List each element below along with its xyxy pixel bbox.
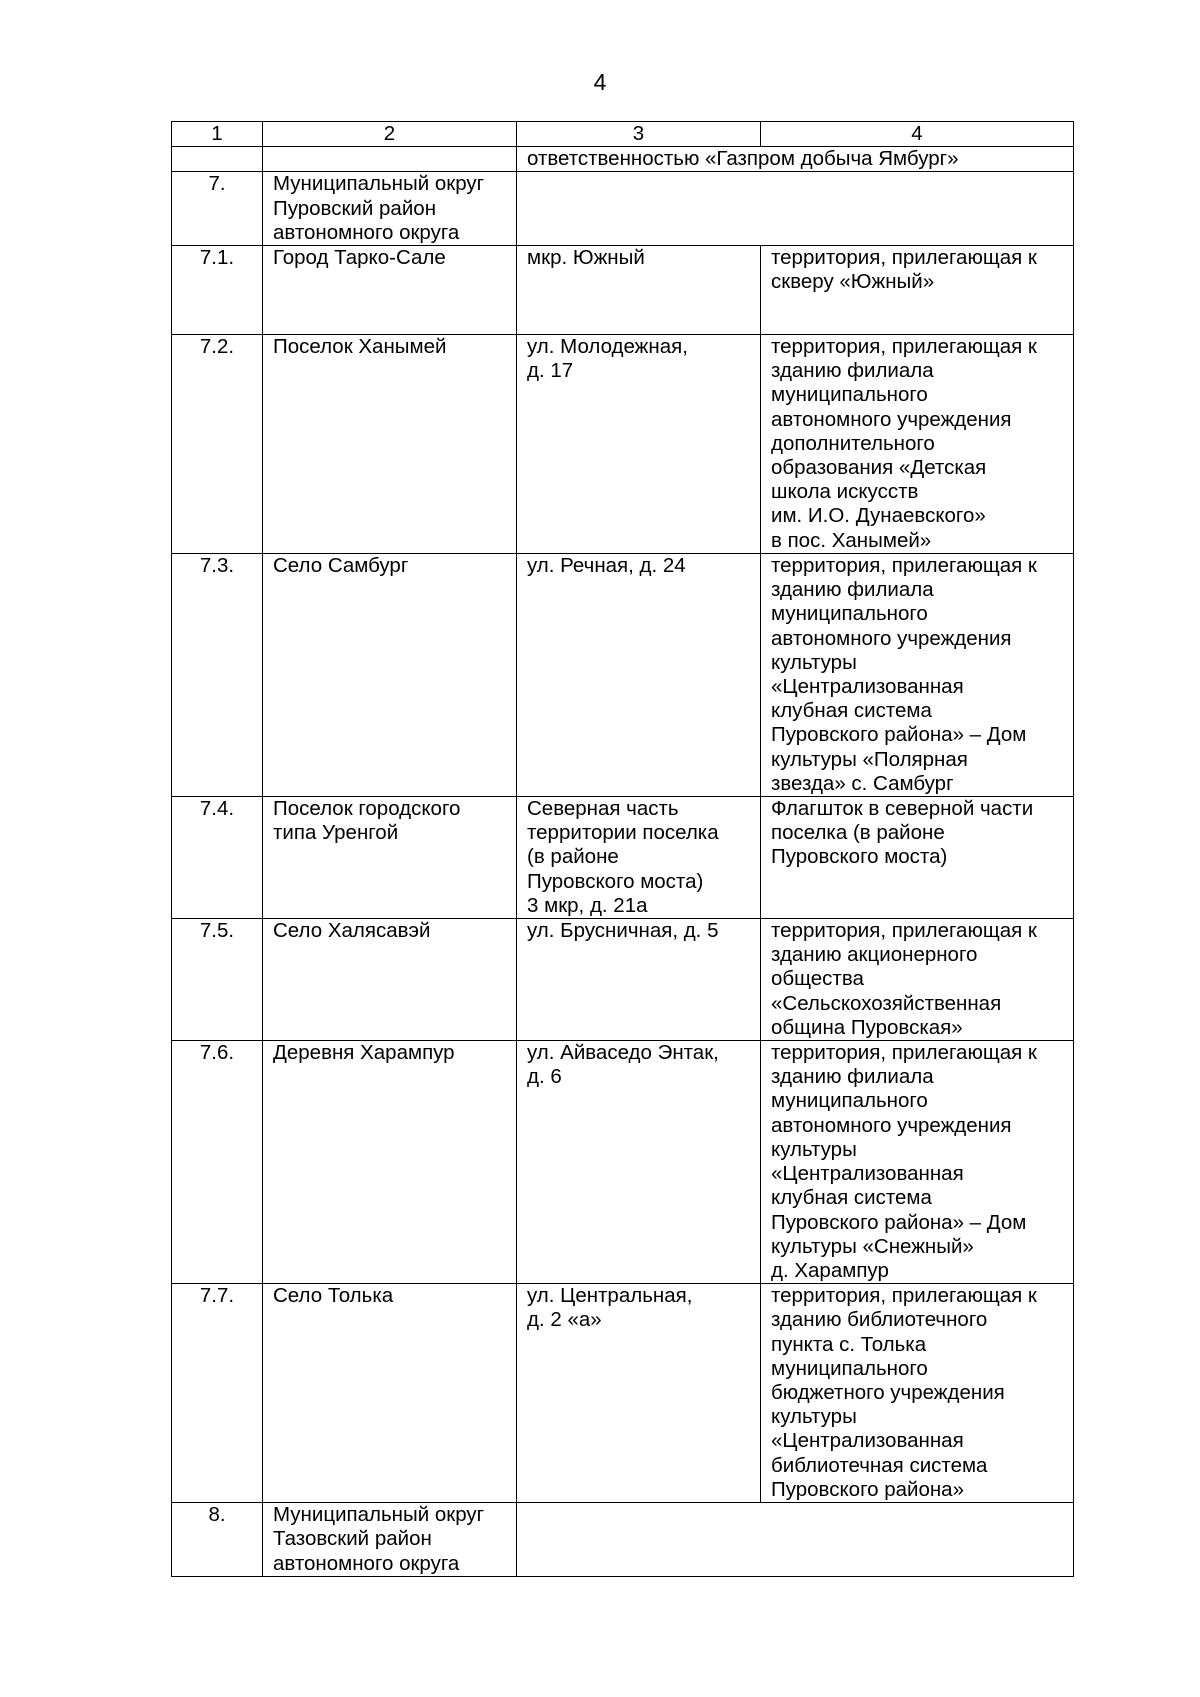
merged-empty-cell bbox=[517, 1503, 1074, 1577]
continuation-row bbox=[172, 147, 1074, 172]
text-line: мкр. Южный bbox=[527, 246, 645, 270]
text-line: территория, прилегающая к bbox=[771, 919, 1037, 943]
text-line: зданию филиала bbox=[771, 578, 934, 602]
address bbox=[517, 919, 761, 1041]
text-line: общества bbox=[771, 967, 864, 991]
text-line: в пос. Ханымей» bbox=[771, 528, 932, 552]
text-line: Пуровского района» – Дом bbox=[771, 723, 1027, 747]
locality-name bbox=[263, 1284, 517, 1503]
territory-description bbox=[761, 335, 1074, 554]
text-line: зданию филиала bbox=[771, 359, 934, 383]
table-row bbox=[172, 554, 1074, 797]
text-line: Село Халясавэй bbox=[273, 919, 431, 943]
text-line: Пуровский район bbox=[273, 196, 437, 220]
text-line: Пуровского моста) bbox=[771, 845, 948, 869]
text-line: Муниципальный округ bbox=[273, 1503, 485, 1527]
address bbox=[517, 335, 761, 554]
text-line: Поселок Ханымей bbox=[273, 335, 447, 359]
text-line: д. 2 «а» bbox=[527, 1308, 602, 1332]
continuation-empty-cell bbox=[263, 147, 517, 172]
territory-description bbox=[761, 246, 1074, 335]
header-col-1: 1 bbox=[172, 122, 263, 147]
text-line: культуры bbox=[771, 1405, 857, 1429]
text-line: зданию акционерного bbox=[771, 943, 978, 967]
text-line: территория, прилегающая к bbox=[771, 554, 1037, 578]
text-line: ул. Молодежная, bbox=[527, 335, 688, 359]
text-line: автономного округа bbox=[273, 1551, 460, 1575]
row-number: 7.7. bbox=[172, 1284, 263, 1503]
header-col-2: 2 bbox=[263, 122, 517, 147]
continuation-empty-cell bbox=[172, 147, 263, 172]
text-line: дополнительного bbox=[771, 431, 935, 455]
territory-description bbox=[761, 554, 1074, 797]
table-row bbox=[172, 246, 1074, 335]
locality-name bbox=[263, 172, 517, 246]
row-number: 7. bbox=[172, 172, 263, 246]
locality-name bbox=[263, 919, 517, 1041]
text-line: автономного округа bbox=[273, 220, 460, 244]
header-col-4: 4 bbox=[761, 122, 1074, 147]
table-row bbox=[172, 797, 1074, 919]
locality-name bbox=[263, 246, 517, 335]
address bbox=[517, 1041, 761, 1284]
text-line: территории поселка bbox=[527, 821, 719, 845]
text-line: муниципального bbox=[771, 602, 928, 626]
territory-description bbox=[761, 797, 1074, 919]
header-col-3: 3 bbox=[517, 122, 761, 147]
table-row bbox=[172, 172, 1074, 246]
row-number: 7.1. bbox=[172, 246, 263, 335]
text-line: «Централизованная bbox=[771, 1162, 964, 1186]
text-line: им. И.О. Дунаевского» bbox=[771, 504, 986, 528]
text-line: муниципального bbox=[771, 1356, 928, 1380]
text-line: ул. Центральная, bbox=[527, 1284, 693, 1308]
row-number: 7.3. bbox=[172, 554, 263, 797]
text-line: типа Уренгой bbox=[273, 821, 399, 845]
text-line: «Централизованная bbox=[771, 675, 964, 699]
address bbox=[517, 246, 761, 335]
text-line: д. Харампур bbox=[771, 1258, 889, 1282]
text-line: «Сельскохозяйственная bbox=[771, 991, 1002, 1015]
text-line: территория, прилегающая к bbox=[771, 1284, 1037, 1308]
text-line: община Пуровская» bbox=[771, 1015, 963, 1039]
locality-name bbox=[263, 335, 517, 554]
text-line: клубная система bbox=[771, 1186, 932, 1210]
text-line: культуры «Снежный» bbox=[771, 1234, 974, 1258]
text-line: Муниципальный округ bbox=[273, 172, 485, 196]
text-line: Пуровского моста) bbox=[527, 869, 704, 893]
text-line: Деревня Харампур bbox=[273, 1041, 455, 1065]
row-number: 8. bbox=[172, 1503, 263, 1577]
text-line: скверу «Южный» bbox=[771, 270, 935, 294]
text-line: ул. Речная, д. 24 bbox=[527, 554, 686, 578]
locality-name bbox=[263, 1041, 517, 1284]
text-line: д. 6 bbox=[527, 1065, 562, 1089]
text-line: школа искусств bbox=[771, 480, 919, 504]
row-number: 7.2. bbox=[172, 335, 263, 554]
text-line: ответственностью «Газпром добыча Ямбург» bbox=[527, 147, 959, 171]
table-row bbox=[172, 335, 1074, 554]
text-line: зданию филиала bbox=[771, 1065, 934, 1089]
text-line: муниципального bbox=[771, 1089, 928, 1113]
table-row bbox=[172, 1284, 1074, 1503]
row-number: 7.5. bbox=[172, 919, 263, 1041]
text-line: автономного учреждения bbox=[771, 407, 1012, 431]
text-line: Северная часть bbox=[527, 797, 679, 821]
text-line: (в районе bbox=[527, 845, 619, 869]
text-line: Село Толька bbox=[273, 1284, 394, 1308]
table-row bbox=[172, 1041, 1074, 1284]
text-line: Тазовский район bbox=[273, 1527, 432, 1551]
page-number: 4 bbox=[593, 69, 607, 95]
territory-description bbox=[761, 919, 1074, 1041]
text-line: клубная система bbox=[771, 699, 932, 723]
table-header-row bbox=[172, 122, 1074, 147]
address bbox=[517, 1284, 761, 1503]
locality-name bbox=[263, 554, 517, 797]
text-line: Город Тарко-Сале bbox=[273, 246, 446, 270]
text-line: культуры bbox=[771, 1137, 857, 1161]
text-line: культуры «Полярная bbox=[771, 747, 968, 771]
text-line: Село Самбург bbox=[273, 554, 409, 578]
text-line: звезда» с. Самбург bbox=[771, 771, 954, 795]
continuation-text bbox=[517, 147, 1074, 172]
text-line: Пуровского района» bbox=[771, 1477, 964, 1501]
text-line: бюджетного учреждения bbox=[771, 1380, 1005, 1404]
text-line: поселка (в районе bbox=[771, 821, 945, 845]
text-line: пункта с. Толька bbox=[771, 1332, 927, 1356]
address bbox=[517, 797, 761, 919]
row-number: 7.4. bbox=[172, 797, 263, 919]
locality-name bbox=[263, 1503, 517, 1577]
row-number: 7.6. bbox=[172, 1041, 263, 1284]
address bbox=[517, 554, 761, 797]
text-line: территория, прилегающая к bbox=[771, 246, 1037, 270]
territory-description bbox=[761, 1284, 1074, 1503]
locality-name bbox=[263, 797, 517, 919]
text-line: библиотечная система bbox=[771, 1453, 988, 1477]
text-line: образования «Детская bbox=[771, 456, 987, 480]
text-line: автономного учреждения bbox=[771, 1113, 1012, 1137]
text-line: автономного учреждения bbox=[771, 626, 1012, 650]
text-line: зданию библиотечного bbox=[771, 1308, 988, 1332]
merged-empty-cell bbox=[517, 172, 1074, 246]
table-row bbox=[172, 1503, 1074, 1577]
text-line: муниципального bbox=[771, 383, 928, 407]
text-line: д. 17 bbox=[527, 359, 574, 383]
table-row bbox=[172, 919, 1074, 1041]
text-line: территория, прилегающая к bbox=[771, 1041, 1037, 1065]
text-line: «Централизованная bbox=[771, 1429, 964, 1453]
text-line: территория, прилегающая к bbox=[771, 335, 1037, 359]
text-line: культуры bbox=[771, 650, 857, 674]
text-line: ул. Айваседо Энтак, bbox=[527, 1041, 719, 1065]
text-line: Флагшток в северной части bbox=[771, 797, 1034, 821]
text-line: 3 мкр, д. 21а bbox=[527, 893, 648, 917]
text-line: Поселок городского bbox=[273, 797, 461, 821]
territory-description bbox=[761, 1041, 1074, 1284]
text-line: ул. Брусничная, д. 5 bbox=[527, 919, 719, 943]
localities-table bbox=[171, 121, 1074, 1577]
text-line: Пуровского района» – Дом bbox=[771, 1210, 1027, 1234]
